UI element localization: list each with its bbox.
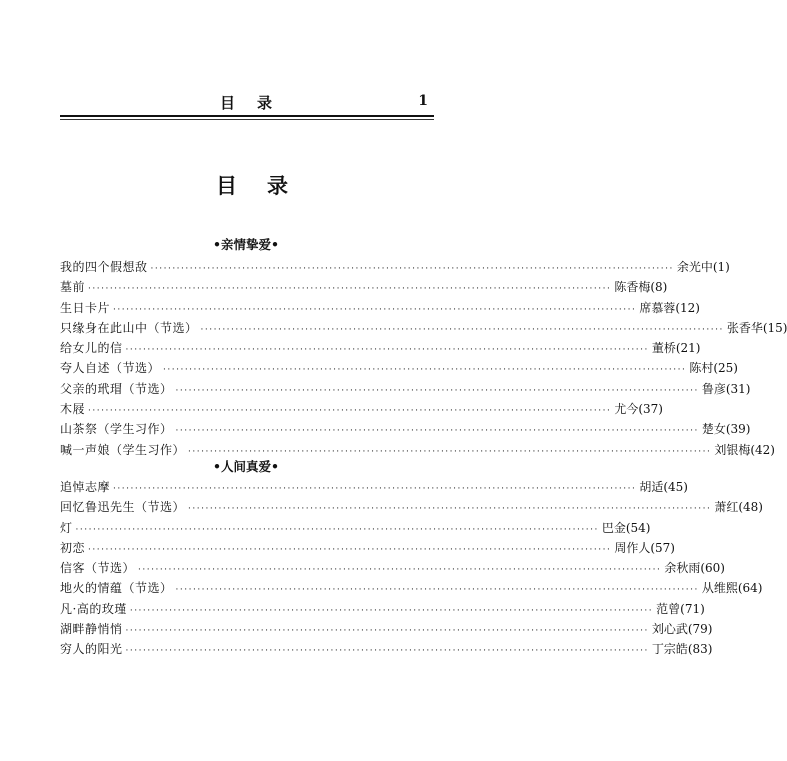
toc-entry-page: (42) (750, 442, 775, 457)
toc-entry-author: 刘心武 (651, 622, 688, 637)
toc-entry-title: 给女儿的信 (60, 341, 123, 356)
toc-leader-dots: ························································································································ (88, 284, 612, 295)
toc-leader-dots: ························································································································ (175, 385, 699, 396)
toc-entry[interactable] (60, 359, 738, 379)
page-number: 1 (418, 93, 428, 109)
toc-entry-page: (39) (725, 422, 751, 437)
toc-entry-page: (83) (687, 642, 713, 657)
toc-leader-dots: ························································································································ (163, 365, 687, 376)
toc-leader-dots: ························································································································ (138, 565, 662, 576)
toc-entry-author: 从维熙 (701, 581, 738, 596)
toc-entry[interactable] (60, 600, 705, 620)
toc-entry-title: 初恋 (60, 540, 86, 555)
toc-entry-page: (37) (638, 402, 663, 417)
toc-entry-title: 凡·高的玫瑾 (60, 601, 127, 616)
toc-list (60, 478, 763, 661)
toc-entry-title: 生日卡片 (60, 300, 111, 315)
toc-entry-author: 董桥 (651, 341, 676, 356)
toc-entry-author: 尤今 (614, 402, 639, 417)
toc-leader-dots: ························································································································ (175, 585, 699, 596)
toc-leader-dots: ························································································································ (150, 264, 674, 274)
toc-entry[interactable] (60, 420, 751, 440)
toc-entry-title: 穷人的阳光 (60, 642, 123, 657)
toc-entry-page: (71) (680, 601, 705, 616)
toc-entry[interactable] (60, 539, 675, 559)
running-header-title: 目录 (219, 94, 294, 112)
toc-entry[interactable] (60, 620, 713, 640)
toc-entry-author: 张香华 (726, 320, 763, 335)
toc-entry-title: 灯 (60, 520, 73, 535)
header-rule-thick (60, 115, 434, 117)
toc-entry[interactable] (60, 559, 725, 579)
toc-entry-title: 木屐 (60, 402, 86, 417)
toc-entry[interactable] (60, 258, 730, 278)
toc-entry-page: (64) (737, 581, 763, 596)
section-heading: •人间真爱• (213, 459, 279, 474)
toc-entry-author: 陈村 (689, 361, 714, 376)
toc-entry-title: 只缘身在此山中（节选） (60, 320, 198, 335)
toc-entry[interactable] (60, 380, 751, 400)
toc-leader-dots: ························································································································ (188, 446, 712, 457)
toc-entry-title: 父亲的玳瑁（节选） (60, 381, 173, 396)
toc-entry-title: 地火的情蕴（节选） (60, 581, 173, 596)
toc-entry-page: (1) (712, 260, 730, 274)
toc-leader-dots: ························································································································ (113, 484, 637, 494)
toc-entry-author: 余光中 (676, 260, 713, 274)
toc-entry-page: (57) (650, 540, 675, 555)
toc-entry-page: (79) (687, 622, 713, 637)
toc-entry[interactable] (60, 498, 763, 518)
toc-leader-dots: ························································································································ (88, 406, 612, 417)
toc-leader-dots: ························································································································ (188, 504, 712, 515)
toc-entry-page: (15) (762, 320, 787, 335)
toc-entry-author: 丁宗皓 (651, 642, 688, 657)
toc-entry-author: 陈香梅 (614, 280, 651, 295)
toc-entry-author: 范曾 (656, 601, 681, 616)
toc-list (60, 258, 787, 461)
toc-entry[interactable] (60, 519, 651, 539)
toc-leader-dots: ························································································································ (129, 605, 654, 616)
toc-entry[interactable] (60, 478, 688, 498)
toc-entry[interactable] (60, 579, 763, 599)
header-rule-thin (60, 119, 434, 120)
toc-entry-title: 湖畔静悄悄 (60, 622, 123, 637)
toc-entry[interactable] (60, 319, 787, 339)
toc-leader-dots: ························································································································ (125, 626, 649, 637)
toc-entry-page: (45) (663, 480, 688, 494)
toc-entry-page: (8) (650, 280, 668, 295)
running-header (60, 90, 432, 114)
toc-entry[interactable] (60, 278, 668, 298)
toc-entry[interactable] (60, 400, 663, 420)
toc-entry-title: 山茶祭（学生习作） (60, 422, 173, 437)
toc-entry-title: 信客（节选） (60, 561, 136, 576)
toc-leader-dots: ························································································································ (75, 524, 599, 535)
toc-leader-dots: ························································································································ (88, 544, 612, 555)
toc-entry-title: 追悼志摩 (60, 480, 111, 494)
toc-entry-page: (25) (713, 361, 738, 376)
toc-entry-author: 楚女 (701, 422, 726, 437)
page-title: 目录 (216, 174, 318, 198)
toc-entry-title: 我的四个假想敌 (60, 260, 148, 274)
toc-entry-page: (48) (738, 500, 763, 515)
toc-entry-page: (21) (675, 341, 701, 356)
toc-leader-dots: ························································································································ (125, 646, 649, 657)
toc-entry-title: 喊一声娘（学生习作） (60, 442, 186, 457)
toc-leader-dots: ························································································································ (175, 426, 699, 437)
toc-entry-page: (54) (625, 520, 651, 535)
toc-entry-title: 夸人自述（节选） (60, 361, 161, 376)
toc-entry-author: 周作人 (614, 540, 651, 555)
toc-entry-author: 鲁彦 (701, 381, 726, 396)
toc-entry-title: 墓前 (60, 280, 86, 295)
toc-entry-author: 萧红 (714, 500, 739, 515)
toc-entry-author: 余秋雨 (664, 561, 701, 576)
toc-leader-dots: ························································································································ (200, 324, 724, 335)
toc-entry[interactable] (60, 640, 713, 660)
toc-entry-author: 席慕蓉 (639, 300, 676, 315)
toc-entry-page: (31) (725, 381, 751, 396)
toc-leader-dots: ························································································································ (113, 304, 637, 315)
toc-entry-page: (12) (675, 300, 700, 315)
section-heading: •亲情挚爱• (213, 237, 279, 252)
toc-entry-author: 巴金 (601, 520, 626, 535)
toc-entry-title: 回忆鲁迅先生（节选） (60, 500, 186, 515)
toc-entry[interactable] (60, 339, 701, 359)
toc-entry[interactable] (60, 299, 700, 319)
toc-entry-author: 胡适 (639, 480, 664, 494)
toc-entry-author: 刘银梅 (714, 442, 751, 457)
toc-leader-dots: ························································································································ (125, 345, 649, 356)
toc-entry-page: (60) (700, 561, 725, 576)
